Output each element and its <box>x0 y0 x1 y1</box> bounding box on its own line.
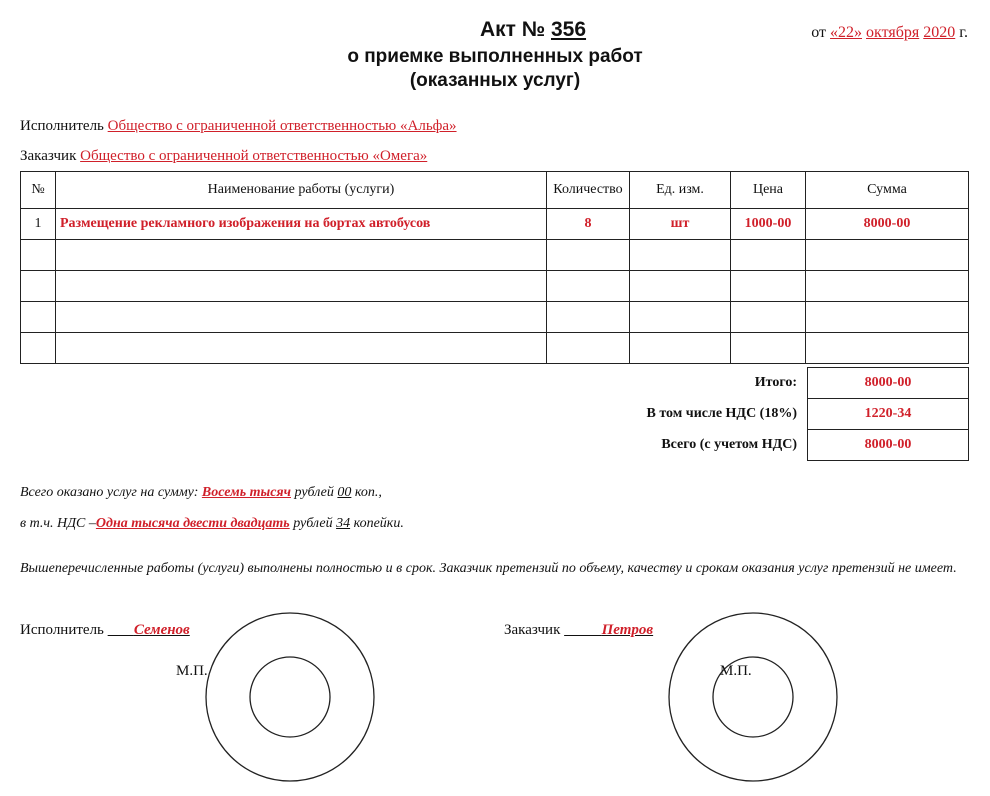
vat-in-words-line <box>20 516 404 532</box>
grand-total-value: 8000-00 <box>808 430 969 461</box>
sum-in-words-line <box>20 485 382 501</box>
header-no: № <box>21 172 56 209</box>
stamp-placeholder-right <box>668 612 838 782</box>
header-qty: Количество <box>547 172 630 209</box>
date-suffix: г. <box>955 24 968 41</box>
vat-rub: рублей <box>289 516 337 531</box>
table-header-row <box>21 172 969 209</box>
table-row-empty <box>21 271 969 302</box>
sum-kop: 00 <box>337 485 352 500</box>
table-row <box>21 209 969 240</box>
customer-line <box>20 148 427 165</box>
customer-name: Общество с ограниченной ответственностью «Омега» <box>80 148 428 164</box>
date-month: октября <box>866 24 920 41</box>
row-name: Размещение рекламного изображения на бортах автобусов <box>56 209 547 240</box>
act-number: 356 <box>551 18 587 41</box>
table-row-empty <box>21 302 969 333</box>
mp-label-right: М.П. <box>720 663 752 679</box>
vat-words: Одна тысяча двести двадцать <box>95 516 290 531</box>
customer-label: Заказчик <box>20 148 81 164</box>
act-date <box>811 24 968 42</box>
table-row-empty <box>21 333 969 364</box>
vat-value: 1220-34 <box>808 399 969 430</box>
title-prefix: Акт № <box>479 18 551 41</box>
vat-label: В том числе НДС (18%) <box>646 406 797 421</box>
row-unit: шт <box>630 209 731 240</box>
customer-signature <box>504 622 653 639</box>
row-sum: 8000-00 <box>806 209 969 240</box>
works-table <box>20 171 969 364</box>
executor-label: Исполнитель <box>20 118 108 134</box>
date-year: 2020 <box>923 24 956 41</box>
executor-line <box>20 118 457 135</box>
date-prefix: от <box>811 24 831 41</box>
executor-signature <box>20 622 190 639</box>
header-unit: Ед. изм. <box>630 172 731 209</box>
sum-words: Восемь тысяч <box>201 485 291 500</box>
executor-sign-name: Семенов <box>133 622 190 638</box>
row-qty: 8 <box>547 209 630 240</box>
grand-total-row <box>540 430 969 461</box>
vat-row <box>540 399 969 430</box>
executor-sign-label: Исполнитель <box>20 622 104 638</box>
date-day: «22» <box>830 24 863 41</box>
customer-sign-label: Заказчик <box>504 622 561 638</box>
table-row-empty <box>21 240 969 271</box>
vat-kop-label: копейки. <box>350 516 404 531</box>
vat-kop: 34 <box>336 516 351 531</box>
row-no: 1 <box>21 209 56 240</box>
total-label: Итого: <box>754 375 797 390</box>
stamp-inner-circle <box>250 657 330 737</box>
header-price: Цена <box>731 172 806 209</box>
subtitle-2: (оказанных услуг) <box>409 70 581 91</box>
acceptance-statement: Вышеперечисленные работы (услуги) выполнены полностью и в срок. Заказчик претензий по объему, качеству и срокам оказания услуг претензий не имеет. <box>20 561 957 576</box>
sum-rub: рублей <box>291 485 338 500</box>
total-row <box>540 368 969 399</box>
customer-sign-name: Петров <box>601 622 654 638</box>
subtitle-1: о приемке выполненных работ <box>347 46 643 67</box>
total-value: 8000-00 <box>808 368 969 399</box>
stamp-placeholder-left <box>205 612 375 782</box>
vat-prefix: в т.ч. НДС – <box>20 516 96 531</box>
sum-kop-label: коп., <box>351 485 382 500</box>
row-price: 1000-00 <box>731 209 806 240</box>
sum-prefix: Всего оказано услуг на сумму: <box>20 485 202 500</box>
header-sum: Сумма <box>806 172 969 209</box>
stamp-outer-circle <box>206 613 374 781</box>
header-name: Наименование работы (услуги) <box>56 172 547 209</box>
grand-total-label: Всего (с учетом НДС) <box>661 437 797 452</box>
stamp-outer-circle <box>669 613 837 781</box>
mp-label-left: М.П. <box>176 663 208 679</box>
executor-name: Общество с ограниченной ответственностью «Альфа» <box>107 118 457 134</box>
totals-table <box>540 367 969 461</box>
